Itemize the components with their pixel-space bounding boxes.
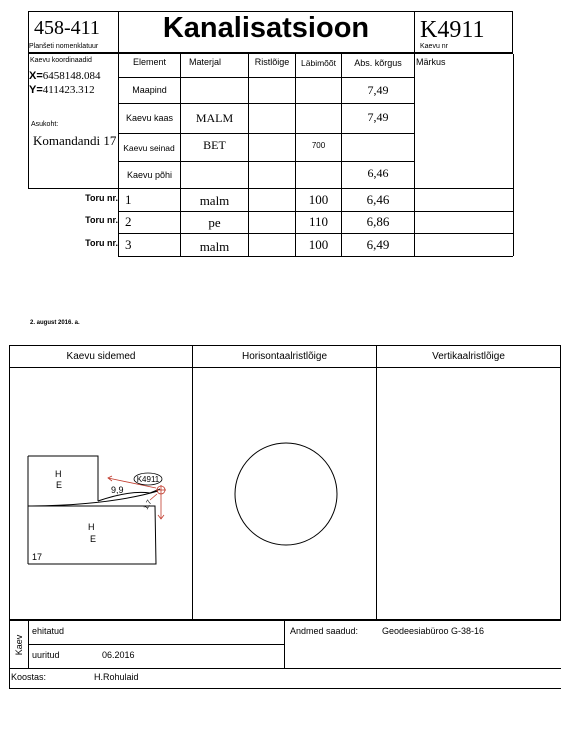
pipe-height: 6,86 (366, 214, 390, 229)
pipe-nr: 2 (125, 214, 132, 229)
row-element: Maapind (132, 85, 167, 95)
distance-label: 9,9 (111, 485, 124, 495)
house-label: H (88, 522, 95, 532)
location-caption: Asukoht: (31, 121, 59, 128)
pipe-label: Toru nr. (85, 238, 118, 248)
house-label: E (56, 480, 63, 490)
plot-number: 17 (32, 552, 43, 562)
pipe-diameter: 100 (308, 192, 329, 207)
surveyed-date: 06.2016 (102, 650, 135, 660)
y-label: Y= (29, 84, 43, 96)
y-value: 411423.312 (42, 84, 95, 96)
row-height: 6,46 (367, 165, 389, 180)
pipe-nr: 3 (125, 237, 132, 252)
row-element: Kaevu põhi (126, 170, 173, 180)
pipe-material: malm (199, 239, 230, 254)
side-label: Kaev (14, 634, 24, 656)
row-height: 7,49 (367, 82, 389, 97)
pipe-height: 6,46 (366, 192, 390, 207)
row-material: MALM (195, 110, 234, 125)
surveyed-label: uuritud (32, 650, 60, 660)
document-date: 2. august 2016. a. (30, 320, 80, 326)
pipe-nr: 1 (125, 192, 132, 207)
well-id-caption: Kaevu nr (420, 43, 449, 50)
row-material: BET (203, 137, 226, 152)
col-diameter: Läbimõõt (301, 58, 336, 68)
pipe-diameter: 110 (308, 214, 329, 229)
pipe-label: Toru nr. (85, 193, 118, 203)
sheet-caption: Planšeti nomenklatuur (29, 43, 99, 50)
pipe-diameter: 100 (308, 237, 329, 252)
well-tag: K4911 (136, 475, 160, 484)
well-id: K4911 (420, 17, 485, 43)
x-value: 6458148.084 (42, 70, 101, 82)
col-vertical-section: Vertikaalristlõige (432, 350, 505, 362)
coords-caption: Kaevu koordinaadid (30, 57, 92, 64)
col-abs-height: Abs. kõrgus (354, 58, 402, 68)
col-material: Materjal (189, 57, 222, 67)
house-label: H (55, 469, 62, 479)
pipe-material: malm (199, 193, 230, 208)
page-title: Kanalisatsioon (162, 12, 370, 44)
distance-label-2: 1,7 (142, 499, 154, 511)
col-cross-section: Ristlõige (254, 57, 290, 67)
sheet-number: 458-411 (34, 17, 100, 39)
source-value: Geodeesiabüroo G-38-16 (382, 626, 485, 636)
row-height: 7,49 (367, 109, 389, 124)
pipe-height: 6,49 (366, 237, 390, 252)
row-diameter: 700 (311, 140, 326, 150)
author-label: Koostas: (11, 672, 47, 682)
source-label: Andmed saadud: (290, 626, 359, 636)
col-well-connections: Kaevu sidemed (66, 350, 136, 362)
well-sketch (10, 368, 192, 618)
author-value: H.Rohulaid (94, 672, 139, 682)
horizontal-section-circle (226, 434, 346, 554)
house-label: E (90, 534, 97, 544)
pipe-material: pe (208, 215, 221, 230)
col-element: Element (132, 57, 167, 67)
location-value: Komandandi 17 (33, 133, 117, 148)
built-label: ehitatud (32, 626, 65, 636)
row-element: Kaevu kaas (125, 113, 174, 123)
row-element: Kaevu seinad (123, 142, 175, 153)
x-label: X= (29, 70, 43, 82)
col-remark: Märkus (416, 57, 446, 67)
col-horizontal-section: Horisontaalristlõige (241, 350, 328, 362)
pipe-label: Toru nr. (85, 215, 118, 225)
